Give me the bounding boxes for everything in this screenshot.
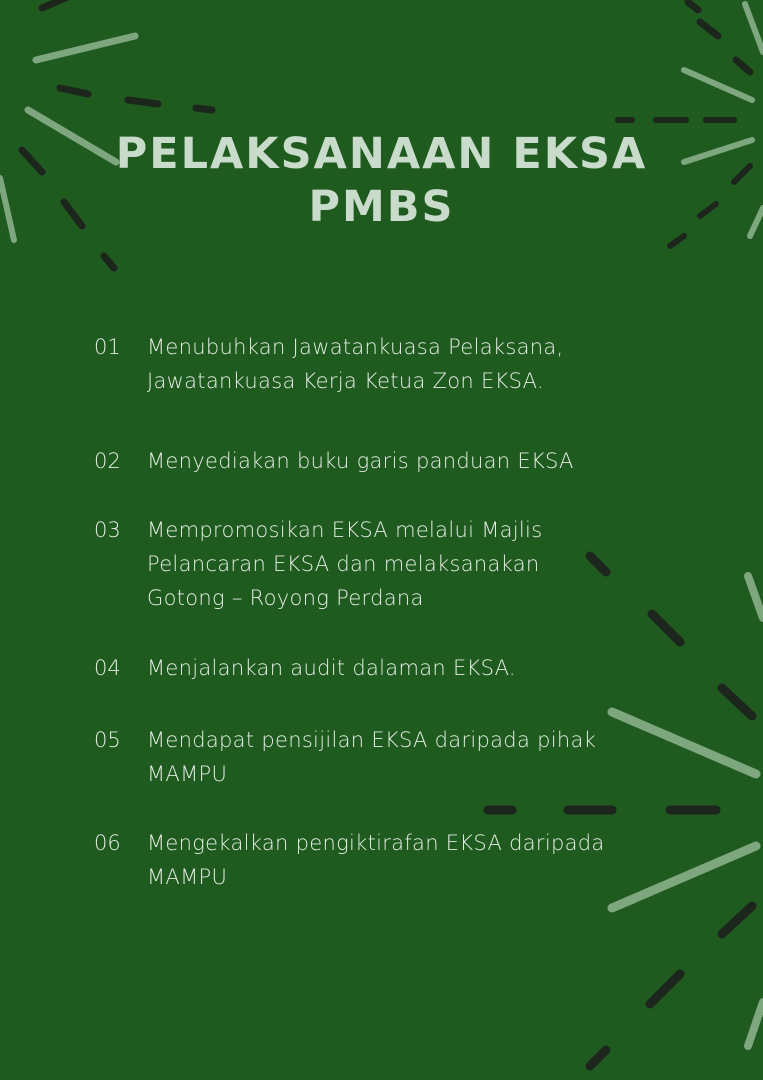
item-text-line: Mengekalkan pengiktirafan EKSA daripada: [147, 831, 605, 855]
item-text-line: Mempromosikan EKSA melalui Majlis: [147, 518, 543, 542]
item-text-line: Menyediakan buku garis panduan EKSA: [147, 449, 574, 473]
item-text-line: Jawatankuasa Kerja Ketua Zon EKSA.: [147, 369, 544, 393]
item-text-line: MAMPU: [147, 762, 228, 786]
item-text: [147, 723, 647, 791]
item-text-line: Menjalankan audit dalaman EKSA.: [147, 656, 516, 680]
item-text: [147, 330, 647, 398]
item-text: [147, 826, 647, 894]
item-text-line: Mendapat pensijilan EKSA daripada pihak: [147, 728, 597, 752]
item-text-line: Gotong – Royong Perdana: [147, 586, 424, 610]
item-text-line: MAMPU: [147, 865, 228, 889]
item-number: 03: [94, 518, 121, 542]
item-number: 01: [94, 335, 121, 359]
item-number: 04: [94, 656, 121, 680]
item-text: [147, 651, 647, 685]
item-text-line: Pelancaran EKSA dan melaksanakan: [147, 552, 540, 576]
item-number: 06: [94, 831, 121, 855]
item-text: [147, 513, 647, 615]
item-number: 02: [94, 449, 121, 473]
item-number: 05: [94, 728, 121, 752]
page-title-line-2: PMBS: [308, 182, 455, 232]
item-text: [147, 444, 647, 478]
page-title-line-1: PELAKSANAAN EKSA: [115, 129, 648, 179]
item-text-line: Menubuhkan Jawatankuasa Pelaksana,: [147, 335, 564, 359]
